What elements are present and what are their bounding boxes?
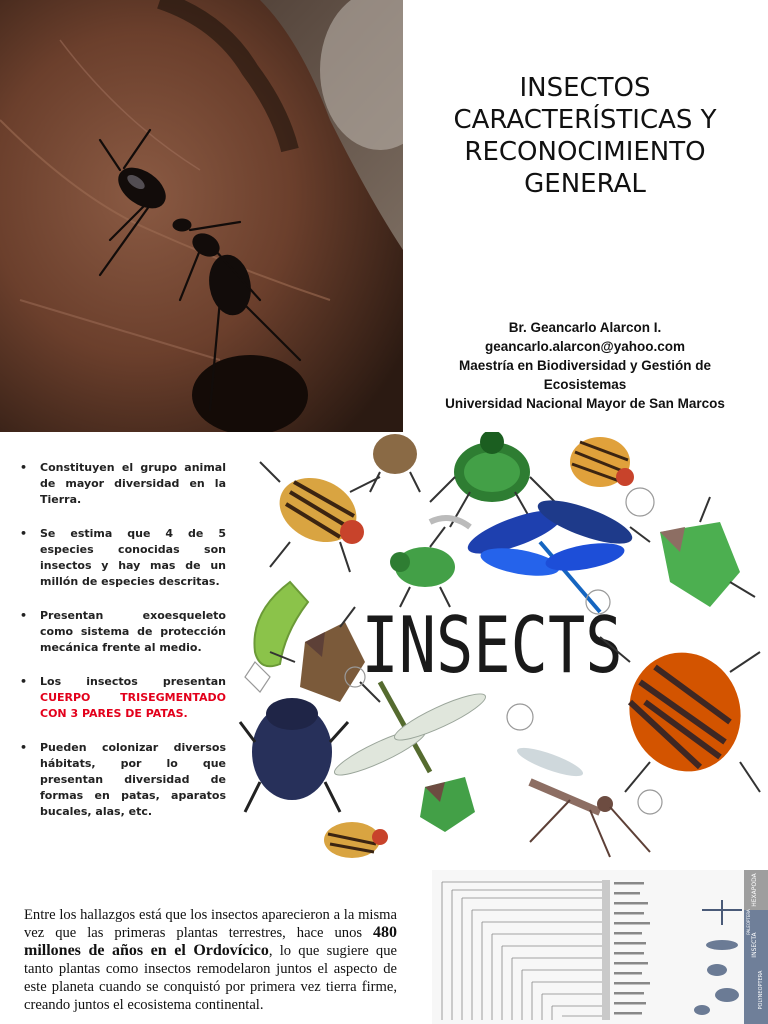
tree-side-label: INSECTA [751,932,758,958]
title-line: INSECTOS [519,73,651,103]
title-line: RECONOCIMIENTO [464,137,706,167]
striped-beetle-icon [260,462,380,572]
red-striped-bug-icon [600,637,760,792]
author-block [420,318,750,413]
author-program: Maestría en Biodiversidad y Gestión de Ecosistemas [458,358,712,392]
striped-beetle-icon [324,822,388,858]
bullet-item: • Los insectos presentan CUERPO TRISEGMENTADO CON 3 PARES DE PATAS. [18,674,226,722]
bullet-item: • Constituyen el grupo animal de mayor diversidad en la Tierra. [18,460,226,508]
author-university: Universidad Nacional Mayor de San Marcos [445,396,725,411]
title-line: GENERAL [524,169,646,199]
green-bug-icon [420,777,475,832]
insects-collage [230,432,768,864]
bullet-item: • Presentan exoesqueleto como sistema de protección mecánica frente al medio. [18,608,226,656]
title-line: CARACTERÍSTICAS Y [453,105,717,135]
dung-beetle-icon [240,698,348,812]
author-email: geancarlo.alarcon@yahoo.com [485,339,685,354]
ant-photo [0,0,403,432]
bullet-list [18,460,226,838]
outline-bug-icon [638,790,662,814]
green-larva-icon [254,582,308,666]
mosquito-icon [514,743,650,857]
bullet-item: • Pueden colonizar diversos hábitats, por lo que presentan diversidad de formas en patas, aparatos bucales, alas, etc. [18,740,226,820]
green-bug-icon [390,527,455,607]
highlight-years: 480 millones de años en el Ordovícico [24,924,397,959]
outline-bug-icon [507,704,533,730]
title-slide [0,0,768,432]
author-name: Br. Geancarlo Alarcon I. [508,320,662,335]
insects-word: INSECTS [361,600,623,691]
tree-side-labels [744,870,768,1024]
tree-side-label: POLYNEOPTERA [758,970,764,1010]
tree-side-label: HEXAPODA [751,873,758,907]
dragonfly-icon [463,492,637,612]
slide-title [420,72,750,200]
origin-slide [0,864,768,1024]
damselfly-icon [330,682,489,782]
bullet-item: • Se estima que 4 de 5 especies conocidas son insectos y hay mas de un millón de especies descritas. [18,526,226,590]
tree-side-label: PALEOPTERA [746,909,751,935]
origin-paragraph: Entre los hallazgos está que los insectos aparecieron a la misma vez que las primeras plantas terrestres, hace unos 480 millones de años en el Ordovícico, lo que sugiere que tanto plantas como insectos remodelaron juntos el aspecto de este planeta cuando se conquistó por primera vez tierra firme, creando juntos el ecosistema continental. [24,907,397,1013]
brown-beetle-icon [370,434,420,492]
phylogeny-figure [432,870,768,1024]
striped-beetle-icon [570,437,634,487]
characteristics-slide [0,432,768,864]
highlight-text: CUERPO TRISEGMENTADO CON 3 PARES DE PATAS. [40,691,226,720]
outline-bug-icon [626,488,654,516]
